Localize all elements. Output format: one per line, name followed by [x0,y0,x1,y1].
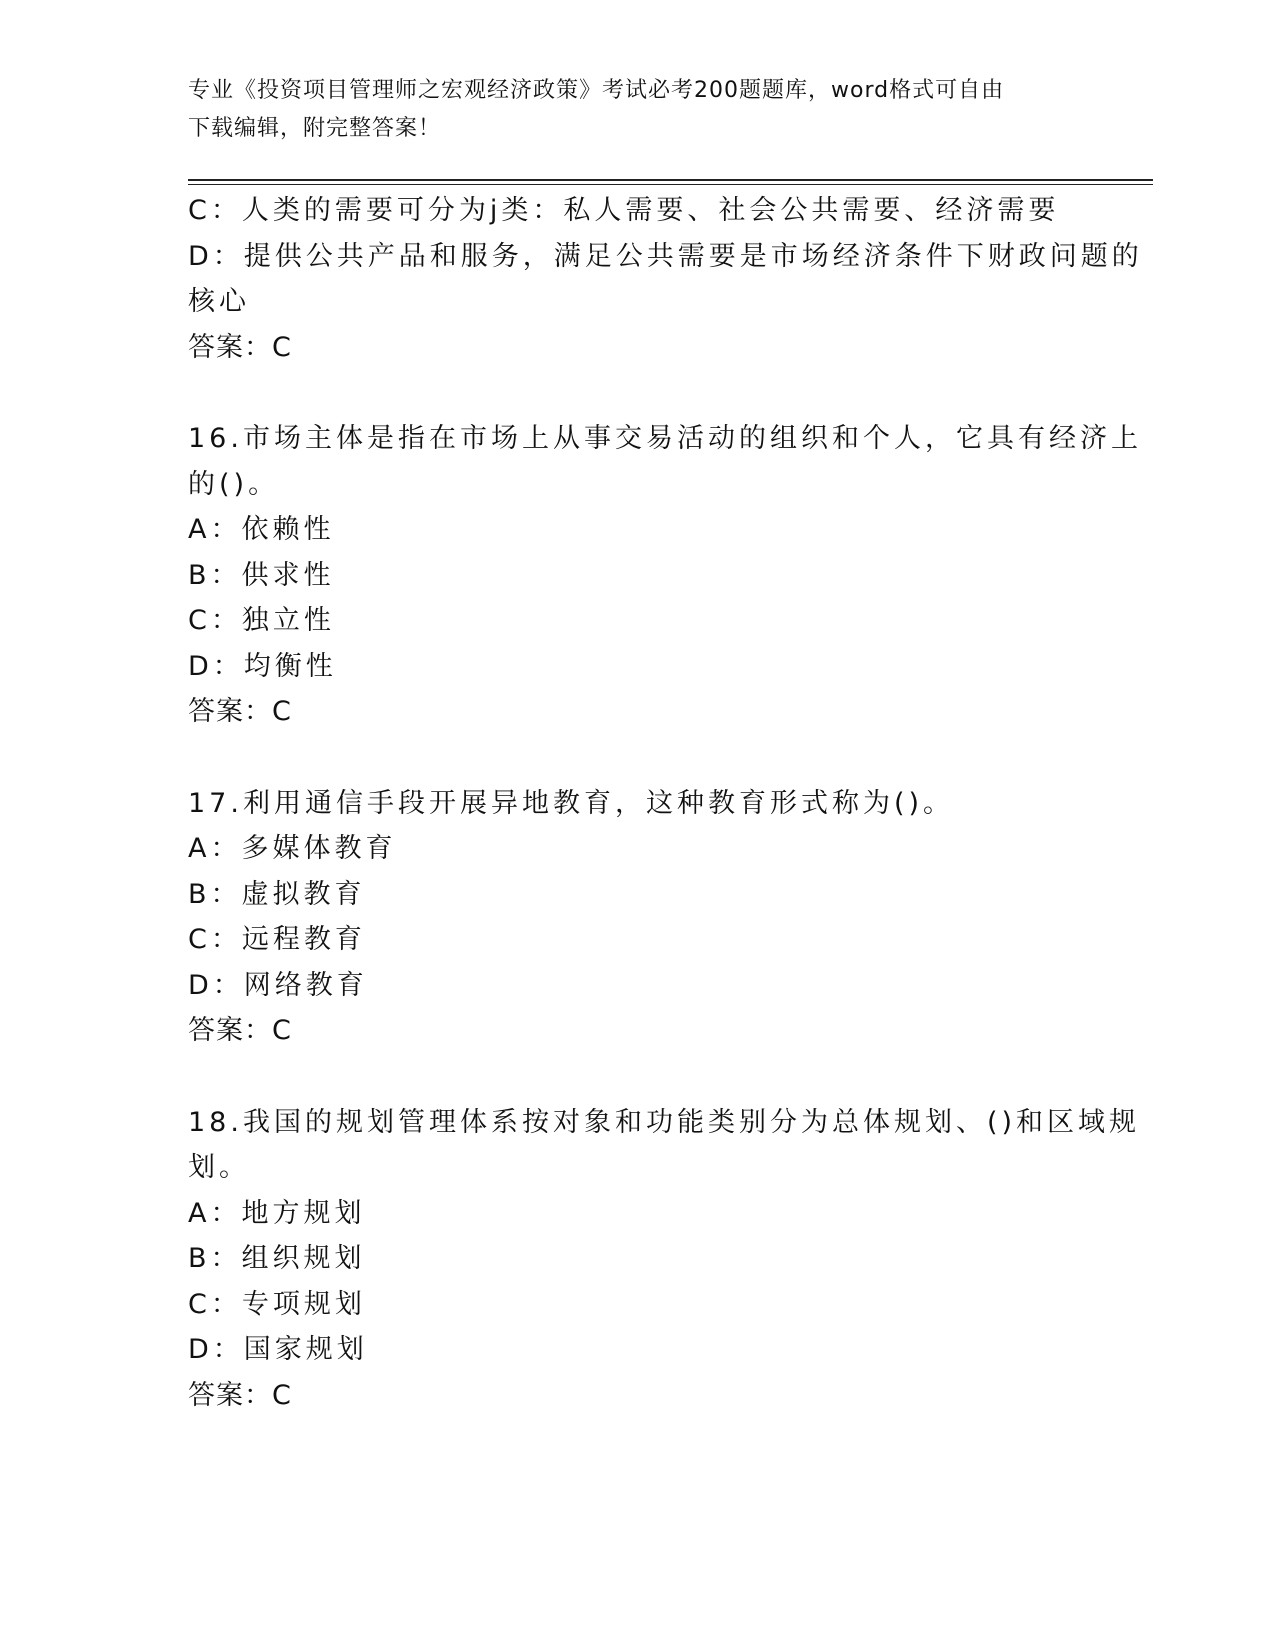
question-16 [188,416,1142,735]
partial-question-15 [188,188,1143,370]
option-b: B：虚拟教育 [188,878,366,910]
option-d: D：网络教育 [188,969,368,1001]
option-c: C：独立性 [188,605,335,636]
option-c: C：远程教育 [188,924,366,955]
question-18 [188,1100,1141,1419]
document-header [188,72,1068,148]
question-17 [188,781,1078,1054]
option-a: A：依赖性 [188,514,335,545]
option-d: D：国家规划 [188,1334,368,1365]
option-d: D：提供公共产品和服务，满足公共需要是市场经济条件下财政问题的 [188,240,1143,272]
option-a: A：地方规划 [188,1197,366,1229]
header-line-1: 专业《投资项目管理师之宏观经济政策》考试必考200题题库，word格式可自由 [188,78,1005,103]
header-rule-thin [188,184,1153,185]
question-stem: 17.利用通信手段开展异地教育，这种教育形式称为()。 [188,787,955,819]
header-rule-thick [188,179,1153,181]
answer-line: 答案：C [188,1015,292,1046]
question-stem-continued: 划。 [188,1152,250,1183]
option-b: B：供求性 [188,559,335,591]
question-stem-continued: 的()。 [188,468,280,500]
option-c: C：人类的需要可分为j类：私人需要、社会公共需要、经济需要 [188,195,1060,226]
option-d: D：均衡性 [188,650,337,682]
answer-line: 答案：C [188,1379,292,1411]
option-a: A：多媒体教育 [188,833,397,864]
answer-line: 答案：C [188,331,292,363]
header-line-2: 下载编辑，附完整答案！ [188,116,442,141]
option-d-continued: 核心 [188,286,250,317]
option-b: B：组织规划 [188,1243,366,1274]
option-c: C：专项规划 [188,1288,366,1320]
question-stem: 18.我国的规划管理体系按对象和功能类别分为总体规划、()和区域规 [188,1106,1141,1138]
question-content [188,188,1143,1418]
answer-line: 答案：C [188,696,292,727]
question-stem: 16.市场主体是指在市场上从事交易活动的组织和个人，它具有经济上 [188,423,1142,454]
